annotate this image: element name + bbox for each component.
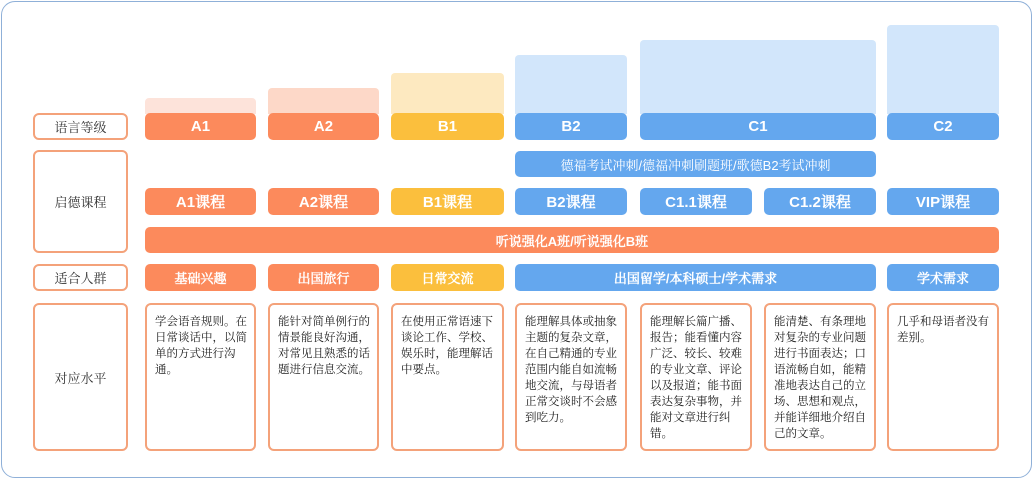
course-c1-1: C1.1课程 [640,188,752,215]
course-b2: B2课程 [515,188,627,215]
course-a1: A1课程 [145,188,256,215]
audience-study-abroad: 出国留学/本科硕士/学术需求 [515,264,876,291]
level-bar-b1 [391,73,504,114]
level-bar-c1 [640,40,876,114]
description-b2: 能理解具体或抽象主题的复杂文章，在自己精通的专业范围内能自如流畅地交流，与母语者正常交谈时不会感到吃力。 [515,303,627,451]
level-bar-b2 [515,55,627,114]
course-c1-2: C1.2课程 [764,188,876,215]
row-label-proficiency: 对应水平 [33,303,128,451]
level-bar-c2 [887,25,999,114]
audience-daily-communication: 日常交流 [391,264,504,291]
description-c1-1: 能理解长篇广播、报告；能看懂内容广泛、较长、较难的专业文章、评论以及报道；能书面表达复杂事物，并能对文章进行纠错。 [640,303,752,451]
course-vip: VIP课程 [887,188,999,215]
audience-basic-interest: 基础兴趣 [145,264,256,291]
level-a1: A1 [145,113,256,140]
level-c1: C1 [640,113,876,140]
audience-academic: 学术需求 [887,264,999,291]
level-bar-a2 [268,88,379,114]
row-label-courses: 启德课程 [33,150,128,253]
level-c2: C2 [887,113,999,140]
listening-speaking-bar: 听说强化A班/听说强化B班 [145,227,999,253]
level-b1: B1 [391,113,504,140]
level-bar-a1 [145,98,256,114]
row-label-audience: 适合人群 [33,264,128,291]
row-label-level: 语言等级 [33,113,128,140]
description-c1-2: 能清楚、有条理地对复杂的专业问题进行书面表达；口语流畅自如，能精准地表达自己的立场、思想和观点，并能详细地介绍自己的文章。 [764,303,876,451]
description-a2: 能针对简单例行的情景能良好沟通，对常见且熟悉的话题进行信息交流。 [268,303,379,451]
level-b2: B2 [515,113,627,140]
course-a2: A2课程 [268,188,379,215]
audience-travel: 出国旅行 [268,264,379,291]
course-b1: B1课程 [391,188,504,215]
description-a1: 学会语音规则。在日常谈话中，以简单的方式进行沟通。 [145,303,256,451]
description-c2: 几乎和母语者没有差别。 [887,303,999,451]
description-b1: 在使用正常语速下谈论工作、学校、娱乐时，能理解话中要点。 [391,303,504,451]
level-a2: A2 [268,113,379,140]
exam-sprint-bar: 德福考试冲刺/德福冲刺刷题班/歌德B2考试冲刺 [515,151,876,177]
